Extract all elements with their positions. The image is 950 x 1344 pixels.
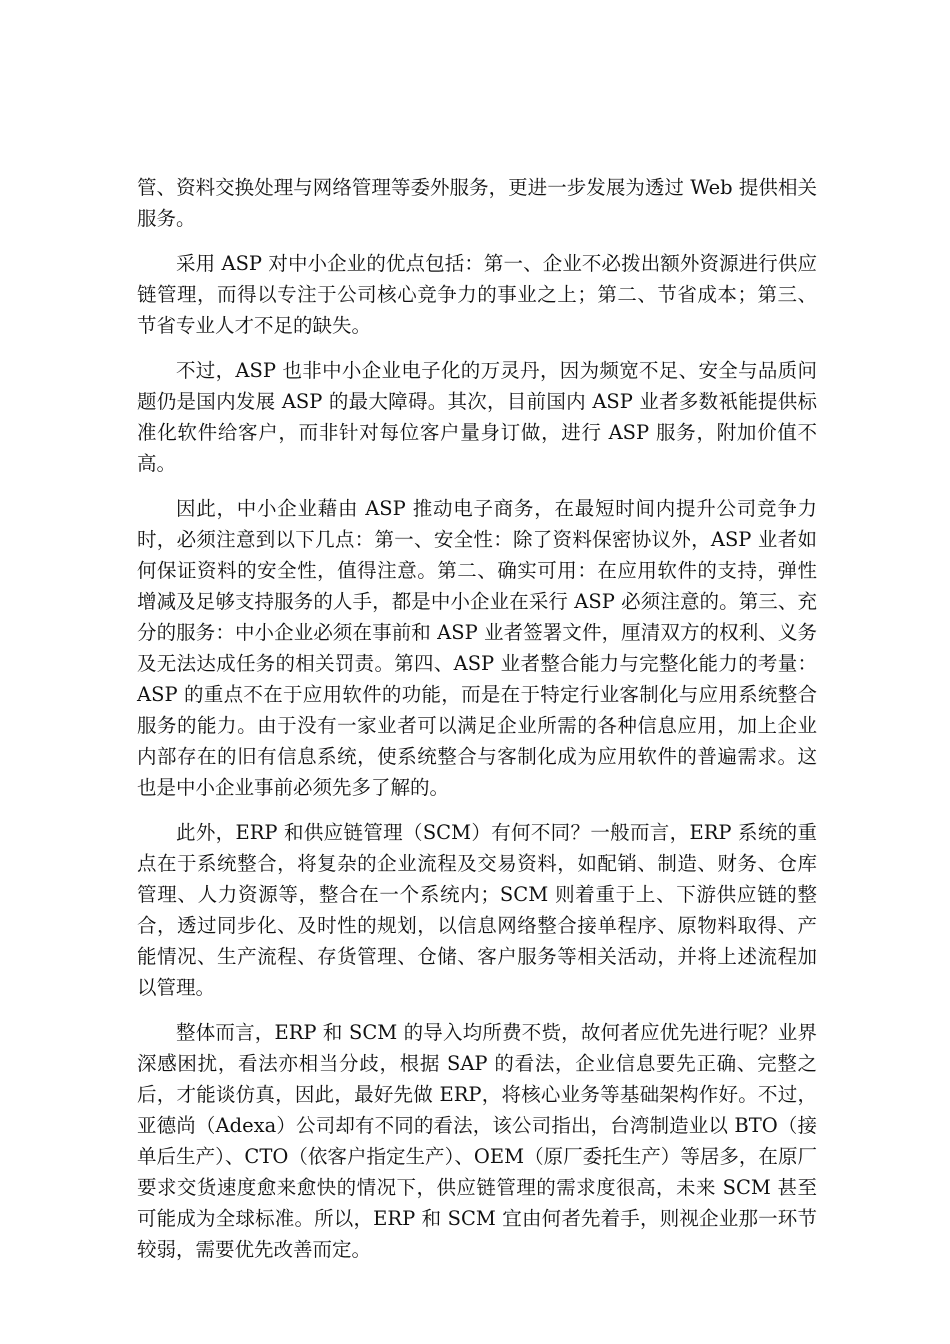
paragraph-2: 采用 ASP 对中小企业的优点包括：第一、企业不必拨出额外资源进行供应链管理，而得以专注于公司核心竞争力的事业之上；第二、节省成本；第三、节省专业人才不足的缺失。 — [137, 252, 817, 337]
document-body — [137, 172, 817, 1279]
paragraph-3: 不过，ASP 也非中小企业电子化的万灵丹，因为频宽不足、安全与品质问题仍是国内发展 ASP 的最大障碍。其次，目前国内 ASP 业者多数衹能提供标准化软件给客户，而非针对每位客户量身订做，进行 ASP 服务，附加价值不高。 — [137, 359, 817, 475]
paragraph-6: 整体而言，ERP 和 SCM 的导入均所费不赀，故何者应优先进行呢？业界深感困扰，看法亦相当分歧，根据 SAP 的看法，企业信息要先正确、完整之后，才能谈仿真，因此，最好先做 ERP，将核心业务等基础架构作好。不过，亚德尚（Adexa）公司却有不同的看法，该公司指出，台湾制造业以 BTO（接单后生产）、CTO（依客户指定生产）、OEM（原厂委托生产）等居多，在原厂要求交货速度愈来愈快的情况下，供应链管理的需求度很高，未来 SCM 甚至可能成为全球标准。所以，ERP 和 SCM 宜由何者先着手，则视企业那一环节较弱，需要优先改善而定。 — [137, 1021, 817, 1261]
paragraph-4: 因此，中小企业藉由 ASP 推动电子商务，在最短时间内提升公司竞争力时，必须注意到以下几点：第一、安全性：除了资料保密协议外，ASP 业者如何保证资料的安全性，值得注意。第二、确实可用：在应用软件的支持，弹性增减及足够支持服务的人手，都是中小企业在采行 ASP 必须注意的。第三、充分的服务：中小企业必须在事前和 ASP 业者签署文件，厘清双方的权利、义务及无法达成任务的相关罚责。第四、ASP 业者整合能力与完整化能力的考量：ASP 的重点不在于应用软件的功能，而是在于特定行业客制化与应用系统整合服务的能力。由于没有一家业者可以满足企业所需的各种信息应用，加上企业内部存在的旧有信息系统，使系统整合与客制化成为应用软件的普遍需求。这也是中小企业事前必须先多了解的。 — [137, 497, 817, 799]
paragraph-1: 管、资料交换处理与网络管理等委外服务，更进一步发展为透过 Web 提供相关服务。 — [137, 176, 817, 230]
paragraph-5: 此外，ERP 和供应链管理（SCM）有何不同？一般而言，ERP 系统的重点在于系统整合，将复杂的企业流程及交易资料，如配销、制造、财务、仓库管理、人力资源等，整合在一个系统内；SCM 则着重于上、下游供应链的整合，透过同步化、及时性的规划，以信息网络整合接单程序、原物料取得、产能情况、生产流程、存货管理、仓储、客户服务等相关活动，并将上述流程加以管理。 — [137, 821, 817, 999]
